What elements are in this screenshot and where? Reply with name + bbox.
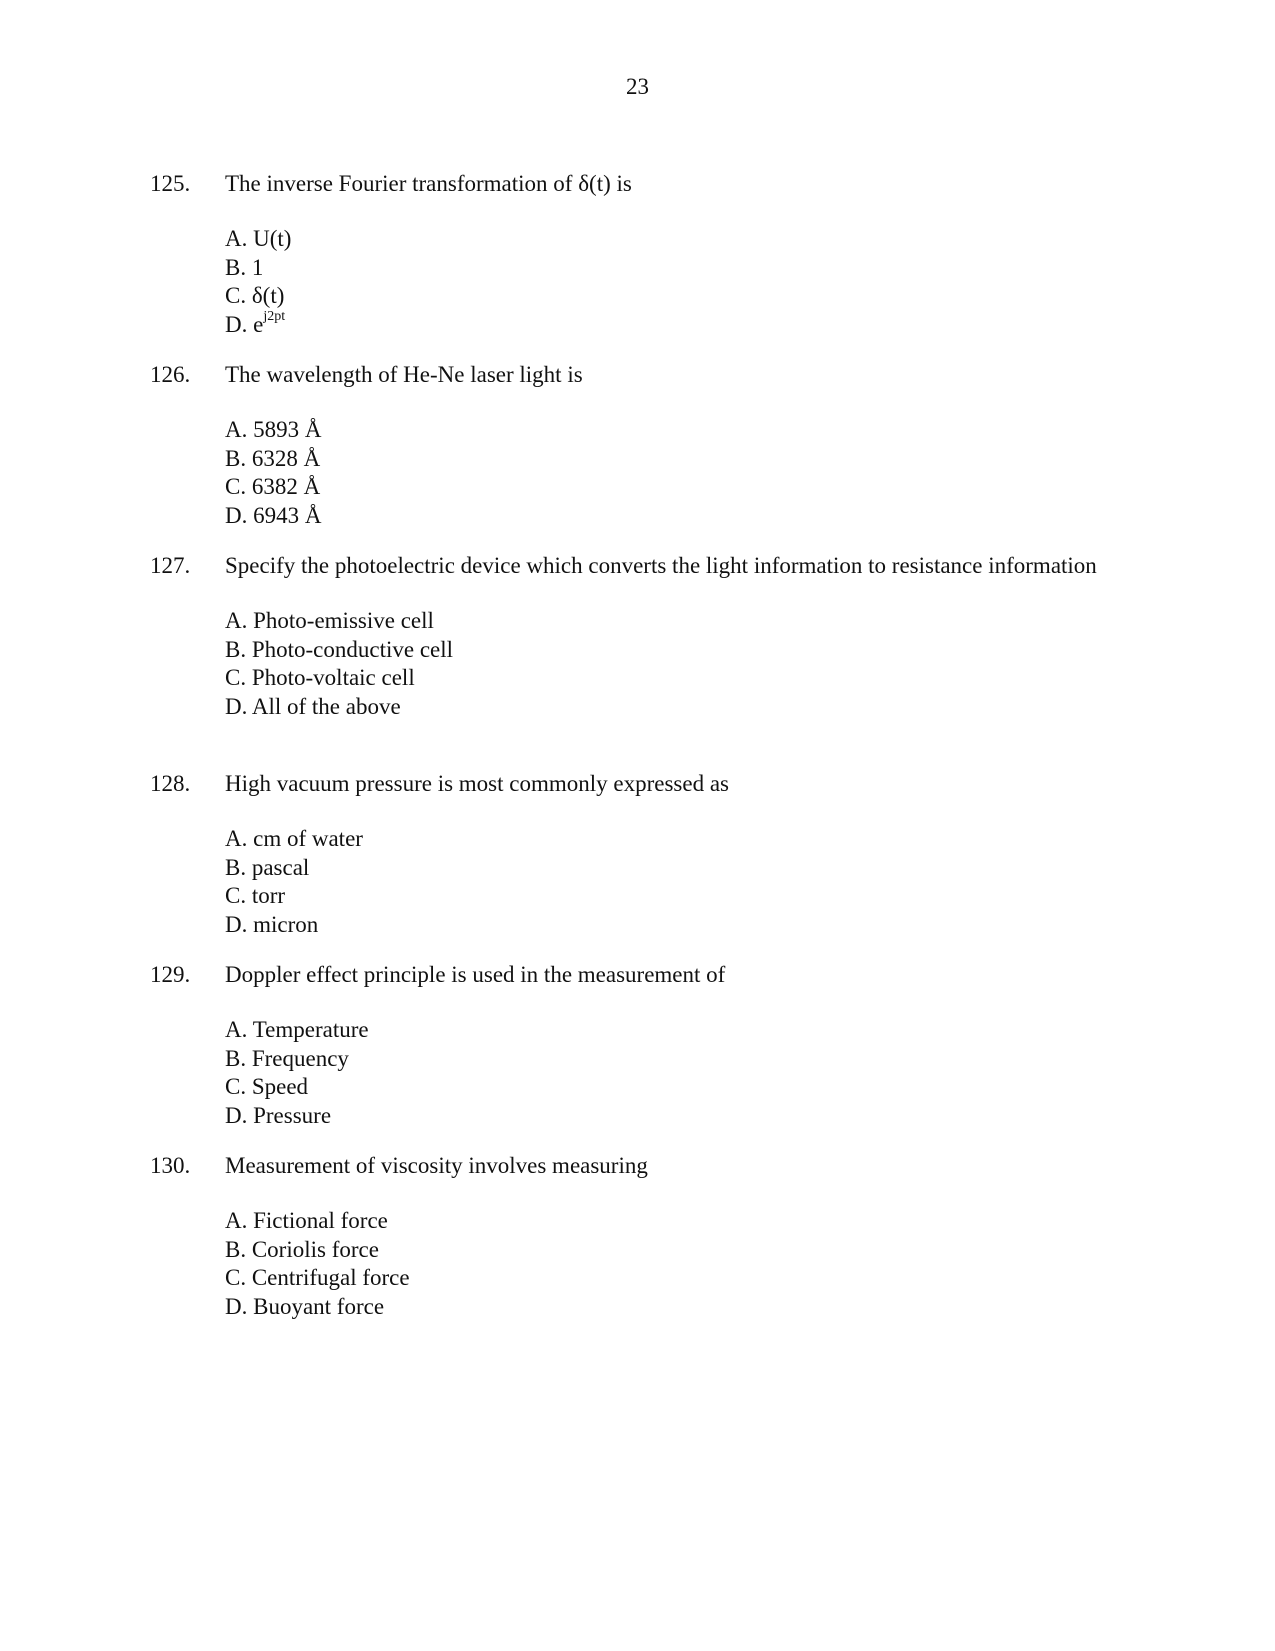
- option-c: C. 6382 Å: [225, 474, 321, 499]
- option-c: C. Centrifugal force: [225, 1265, 410, 1290]
- options-list: [225, 1016, 1125, 1130]
- option-b: B. Photo-conductive cell: [225, 636, 454, 662]
- option-b: B. Frequency: [225, 1045, 349, 1071]
- option-d: D. All of the above: [225, 693, 401, 719]
- question-number: 127.: [150, 553, 191, 578]
- question-text: The wavelength of He-Ne laser light is: [225, 362, 583, 387]
- options-list: [225, 416, 1125, 530]
- options-list: [225, 225, 1125, 339]
- option-d: [225, 308, 1125, 340]
- question-text: Measurement of viscosity involves measuring: [225, 1153, 648, 1178]
- question-129: [150, 961, 1125, 1130]
- options-list: [225, 607, 1125, 721]
- question-127: [150, 552, 1125, 721]
- option-d-base: D. e: [225, 311, 264, 337]
- question-number: 128.: [150, 771, 191, 796]
- option-c: C. δ(t): [225, 283, 285, 308]
- options-list: [225, 825, 1125, 939]
- option-c: C. Photo-voltaic cell: [225, 665, 415, 690]
- question-text: High vacuum pressure is most commonly expressed as: [225, 771, 729, 796]
- option-a: A. Fictional force: [225, 1208, 388, 1233]
- question-text: Specify the photoelectric device which converts the light information to resistance information: [225, 553, 1097, 578]
- option-c: C. torr: [225, 883, 286, 908]
- option-c: C. Speed: [225, 1074, 309, 1099]
- question-number: 130.: [150, 1153, 191, 1178]
- question-126: [150, 361, 1125, 530]
- question-128: [150, 770, 1125, 939]
- option-a: A. 5893 Å: [225, 417, 322, 442]
- question-number: 125.: [150, 171, 191, 196]
- option-a: A. Temperature: [225, 1017, 369, 1042]
- question-125: [150, 170, 1125, 339]
- option-d: D. 6943 Å: [225, 502, 322, 528]
- option-b: B. Coriolis force: [225, 1236, 379, 1262]
- question-number: 129.: [150, 962, 191, 987]
- question-number: 126.: [150, 362, 191, 387]
- option-d-superscript: j2pt: [263, 308, 286, 324]
- question-130: [150, 1152, 1125, 1321]
- option-d: D. Pressure: [225, 1102, 332, 1128]
- page-number: 23: [626, 74, 649, 99]
- question-text: Doppler effect principle is used in the measurement of: [225, 962, 726, 987]
- options-list: [225, 1207, 1125, 1321]
- option-b: B. 1: [225, 254, 264, 280]
- option-a: A. Photo-emissive cell: [225, 608, 434, 633]
- option-a: A. U(t): [225, 226, 292, 251]
- option-a: A. cm of water: [225, 826, 363, 851]
- option-b: B. pascal: [225, 854, 310, 880]
- option-b: B. 6328 Å: [225, 445, 321, 471]
- question-text: The inverse Fourier transformation of δ(t) is: [225, 171, 632, 196]
- option-d: D. micron: [225, 911, 319, 937]
- option-d: D. Buoyant force: [225, 1293, 385, 1319]
